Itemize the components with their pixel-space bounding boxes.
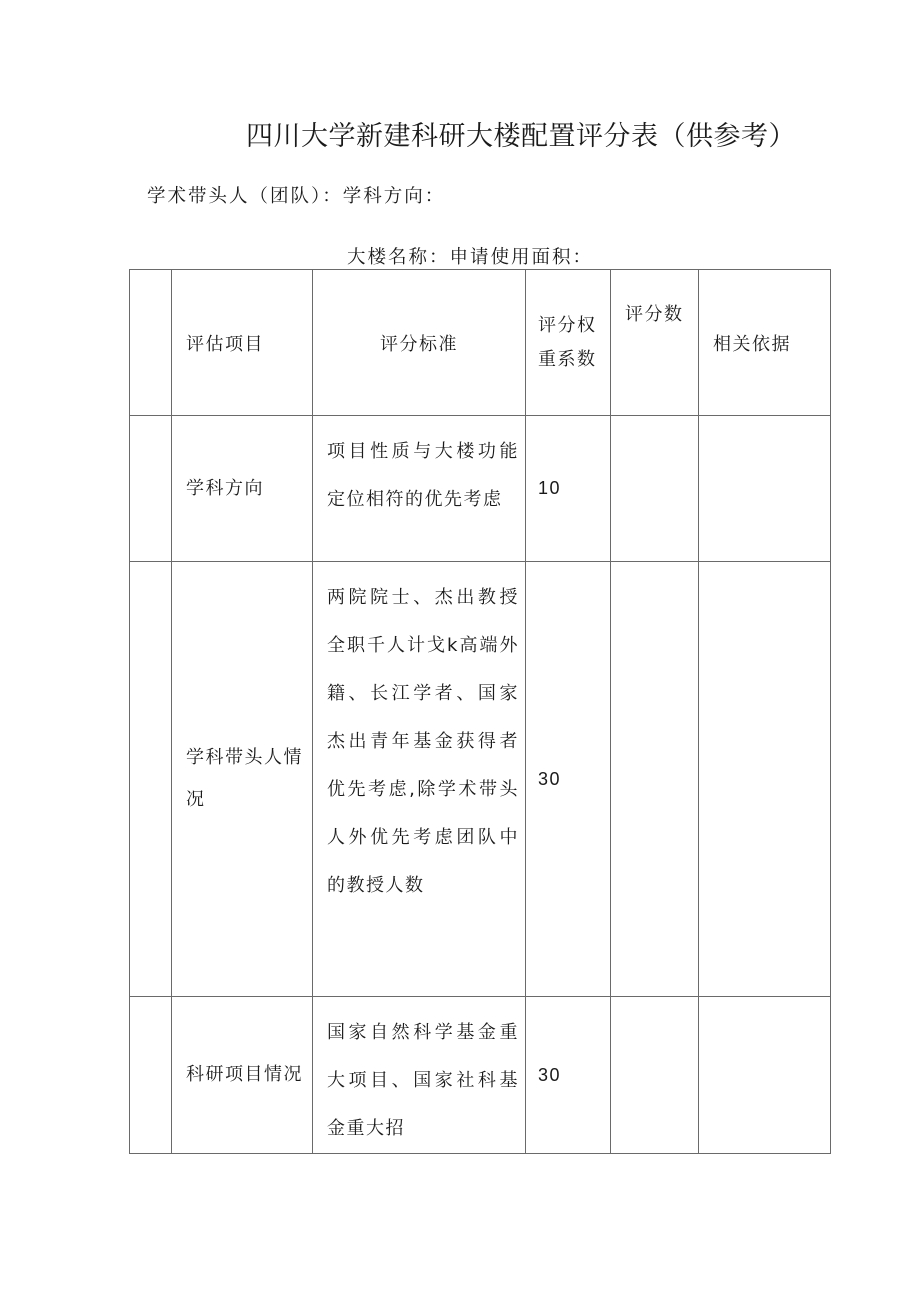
basis-cell[interactable] (699, 997, 831, 1154)
score-cell[interactable] (611, 997, 699, 1154)
basis-cell[interactable] (699, 416, 831, 562)
index-cell (130, 997, 172, 1154)
item-cell: 学科带头人情况 (172, 562, 313, 997)
item-cell: 科研项目情况 (172, 997, 313, 1154)
table-row (130, 416, 831, 562)
basis-cell[interactable] (699, 562, 831, 997)
header-score: 评分数 (611, 270, 699, 416)
standard-cell: 两院院士、杰出教授全职千人计戈k高端外籍、长江学者、国家杰出青年基金获得者优先考虑,除学术带头人外优先考虑团队中的教授人数 (313, 562, 526, 997)
index-cell (130, 416, 172, 562)
table-header-row (130, 270, 831, 416)
standard-cell: 项目性质与大楼功能定位相符的优先考虑 (313, 416, 526, 562)
header-weight: 评分权重系数 (526, 270, 611, 416)
weight-cell: 30 (526, 562, 611, 997)
header-basis: 相关依据 (699, 270, 831, 416)
score-cell[interactable] (611, 416, 699, 562)
page-title: 四川大学新建科研大楼配置评分表（供参考） (246, 121, 796, 152)
scoring-table (129, 269, 831, 1154)
index-cell (130, 562, 172, 997)
score-cell[interactable] (611, 562, 699, 997)
weight-cell: 10 (526, 416, 611, 562)
table-row (130, 997, 831, 1154)
header-item: 评估项目 (172, 270, 313, 416)
standard-cell: 国家自然科学基金重大项目、国家社科基金重大招 (313, 997, 526, 1154)
item-cell: 学科方向 (172, 416, 313, 562)
table-row (130, 562, 831, 997)
weight-cell: 30 (526, 997, 611, 1154)
index-header-cell (130, 270, 172, 416)
building-line: 大楼名称：申请使用面积： (347, 247, 594, 268)
leader-line: 学术带头人（团队）：学科方向： (147, 186, 446, 207)
header-standard: 评分标准 (313, 270, 526, 416)
